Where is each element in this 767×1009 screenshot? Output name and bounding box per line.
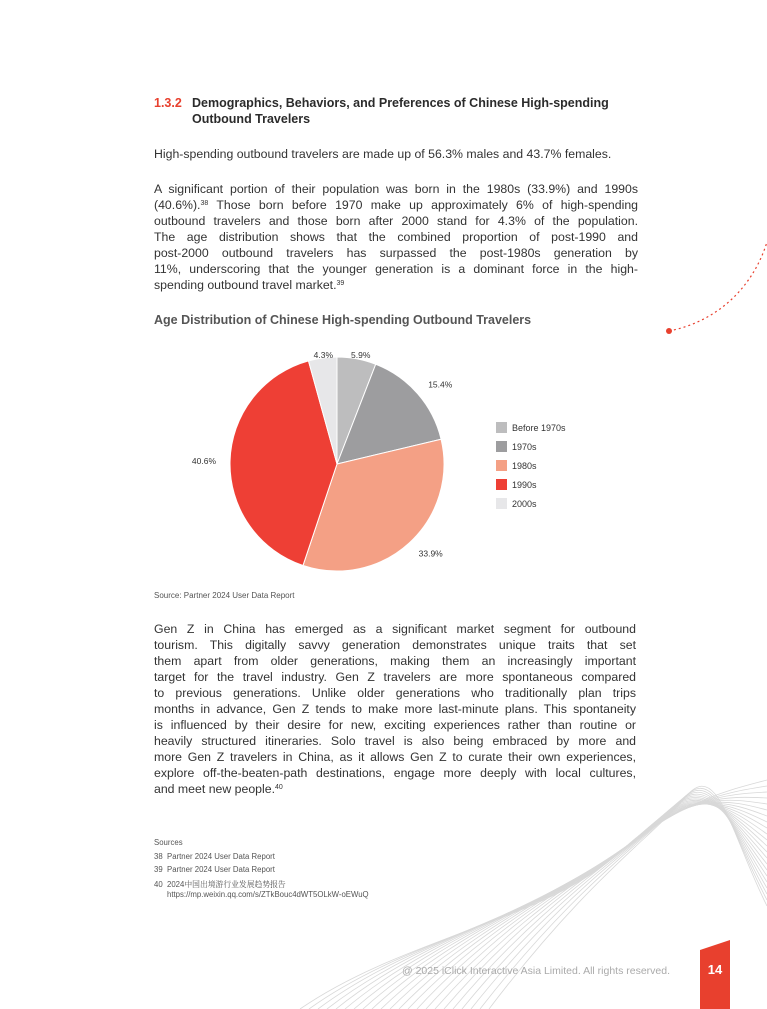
decorative-dotted-arc bbox=[660, 230, 767, 340]
paragraph-gen-z bbox=[154, 621, 636, 797]
legend-item-1970s bbox=[496, 437, 566, 456]
para2-line bbox=[154, 277, 638, 293]
para2-line: outbound travelers and those born after 2000 stand for 4.3% of the population. bbox=[154, 214, 638, 228]
source-item bbox=[154, 850, 369, 864]
footnote-ref-38: 38 bbox=[200, 200, 209, 207]
pie-label-before-1970s: 5.9% bbox=[351, 350, 371, 360]
source-num: 38 bbox=[154, 851, 163, 861]
source-num: 40 bbox=[154, 879, 163, 889]
source-item bbox=[154, 877, 369, 890]
legend-swatch bbox=[496, 479, 507, 490]
sources-heading: Sources bbox=[154, 838, 183, 847]
para3-line: tourism. This digitally savvy generation demonstrates unique traits that set bbox=[154, 638, 636, 652]
source-item bbox=[154, 863, 369, 877]
source-url-link[interactable]: https://mp.weixin.qq.com/s/ZTkBouc4dWT5OLkW-oEWuQ bbox=[167, 889, 369, 899]
para3-line: them apart from older generations, making them an increasingly important bbox=[154, 654, 636, 668]
section-title-line2: Outbound Travelers bbox=[192, 112, 311, 126]
para3-last-text: and meet new people. bbox=[154, 782, 276, 796]
para3-line: target for the travel industry. Gen Z travelers are more spontaneous compared bbox=[154, 670, 636, 684]
para2-line2-text: Those born before 1970 make up approximately 6% of high-spending bbox=[216, 198, 639, 212]
chart-title: Age Distribution of Chinese High-spending Outbound Travelers bbox=[154, 313, 532, 327]
source-text: Partner 2024 User Data Report bbox=[167, 851, 275, 861]
pie-label-1980s: 33.9% bbox=[418, 548, 443, 559]
sources-list bbox=[154, 836, 369, 900]
chart-legend bbox=[496, 418, 566, 513]
para3-line: more Gen Z travelers in China, as it allows Gen Z to curate their own experiences, bbox=[154, 750, 636, 764]
paragraph-age bbox=[154, 181, 638, 293]
legend-label: 1990s bbox=[512, 479, 537, 490]
pie-label-1970s: 15.4% bbox=[428, 379, 453, 390]
para3-line: explore off-the-beaten-path destinations, engage more deeply with local cultures, bbox=[154, 766, 636, 780]
section-heading bbox=[154, 95, 654, 127]
legend-swatch bbox=[496, 441, 507, 452]
para2-line: The age distribution shows that the combined proportion of post-1990 and bbox=[154, 230, 638, 244]
legend-item-before-1970s bbox=[496, 418, 566, 437]
legend-swatch bbox=[496, 498, 507, 509]
footnote-ref-40: 40 bbox=[275, 784, 283, 791]
para2-line2-prefix: (40.6%). bbox=[154, 198, 201, 212]
legend-item-2000s bbox=[496, 494, 566, 513]
age-pie-chart bbox=[180, 338, 480, 588]
source-num: 39 bbox=[154, 865, 163, 874]
para3-line: Gen Z in China has emerged as a significant market segment for outbound bbox=[154, 622, 636, 636]
para2-line: A significant portion of their population was born in the 1980s (33.9%) and 1990s bbox=[154, 182, 638, 196]
legend-item-1980s bbox=[496, 456, 566, 475]
para3-line: months in advance, Gen Z tends to make more last-minute plans. This spontaneity bbox=[154, 702, 636, 716]
para2-line7-text: spending outbound travel market. bbox=[154, 278, 337, 292]
legend-swatch bbox=[496, 460, 507, 471]
legend-swatch bbox=[496, 422, 507, 433]
para3-line: to previous generations. Unlike older generations who traditionally plan trips bbox=[154, 686, 636, 700]
pie-label-1990s: 40.6% bbox=[191, 455, 217, 466]
section-title-line1: Demographics, Behaviors, and Preferences of Chinese High-spending bbox=[192, 96, 609, 110]
legend-label: 1980s bbox=[512, 460, 537, 471]
footnote-ref-39: 39 bbox=[336, 280, 345, 287]
pie-label-2000s: 4.3% bbox=[313, 350, 333, 360]
para2-line bbox=[154, 197, 638, 213]
section-number: 1.3.2 bbox=[154, 96, 182, 110]
legend-label: 2000s bbox=[512, 498, 537, 509]
legend-item-1990s bbox=[496, 475, 566, 494]
page-number: 14 bbox=[707, 962, 723, 977]
para2-line: 11%, underscoring that the younger generation is a dominant force in the high- bbox=[154, 262, 638, 276]
legend-label: 1970s bbox=[512, 441, 537, 452]
source-text: 2024中国出境游行业发展趋势报告 bbox=[167, 879, 286, 889]
copyright-text: @ 2025 iClick Interactive Asia Limited. All rights reserved. bbox=[402, 965, 671, 977]
paragraph-gender: High-spending outbound travelers are made up of 56.3% males and 43.7% females. bbox=[154, 147, 612, 161]
source-text: Partner 2024 User Data Report bbox=[167, 865, 275, 874]
legend-label: Before 1970s bbox=[512, 422, 566, 433]
chart-source: Source: Partner 2024 User Data Report bbox=[154, 591, 295, 600]
para3-line: heavily structured itineraries. Solo travel is also being embraced by more and bbox=[154, 734, 636, 748]
para2-line: post-2000 outbound travelers has surpassed the post-1980s generation by bbox=[154, 246, 638, 260]
para3-line: is influenced by their desire for new, exciting experiences rather than routine or bbox=[154, 718, 636, 732]
para3-line bbox=[154, 781, 636, 797]
